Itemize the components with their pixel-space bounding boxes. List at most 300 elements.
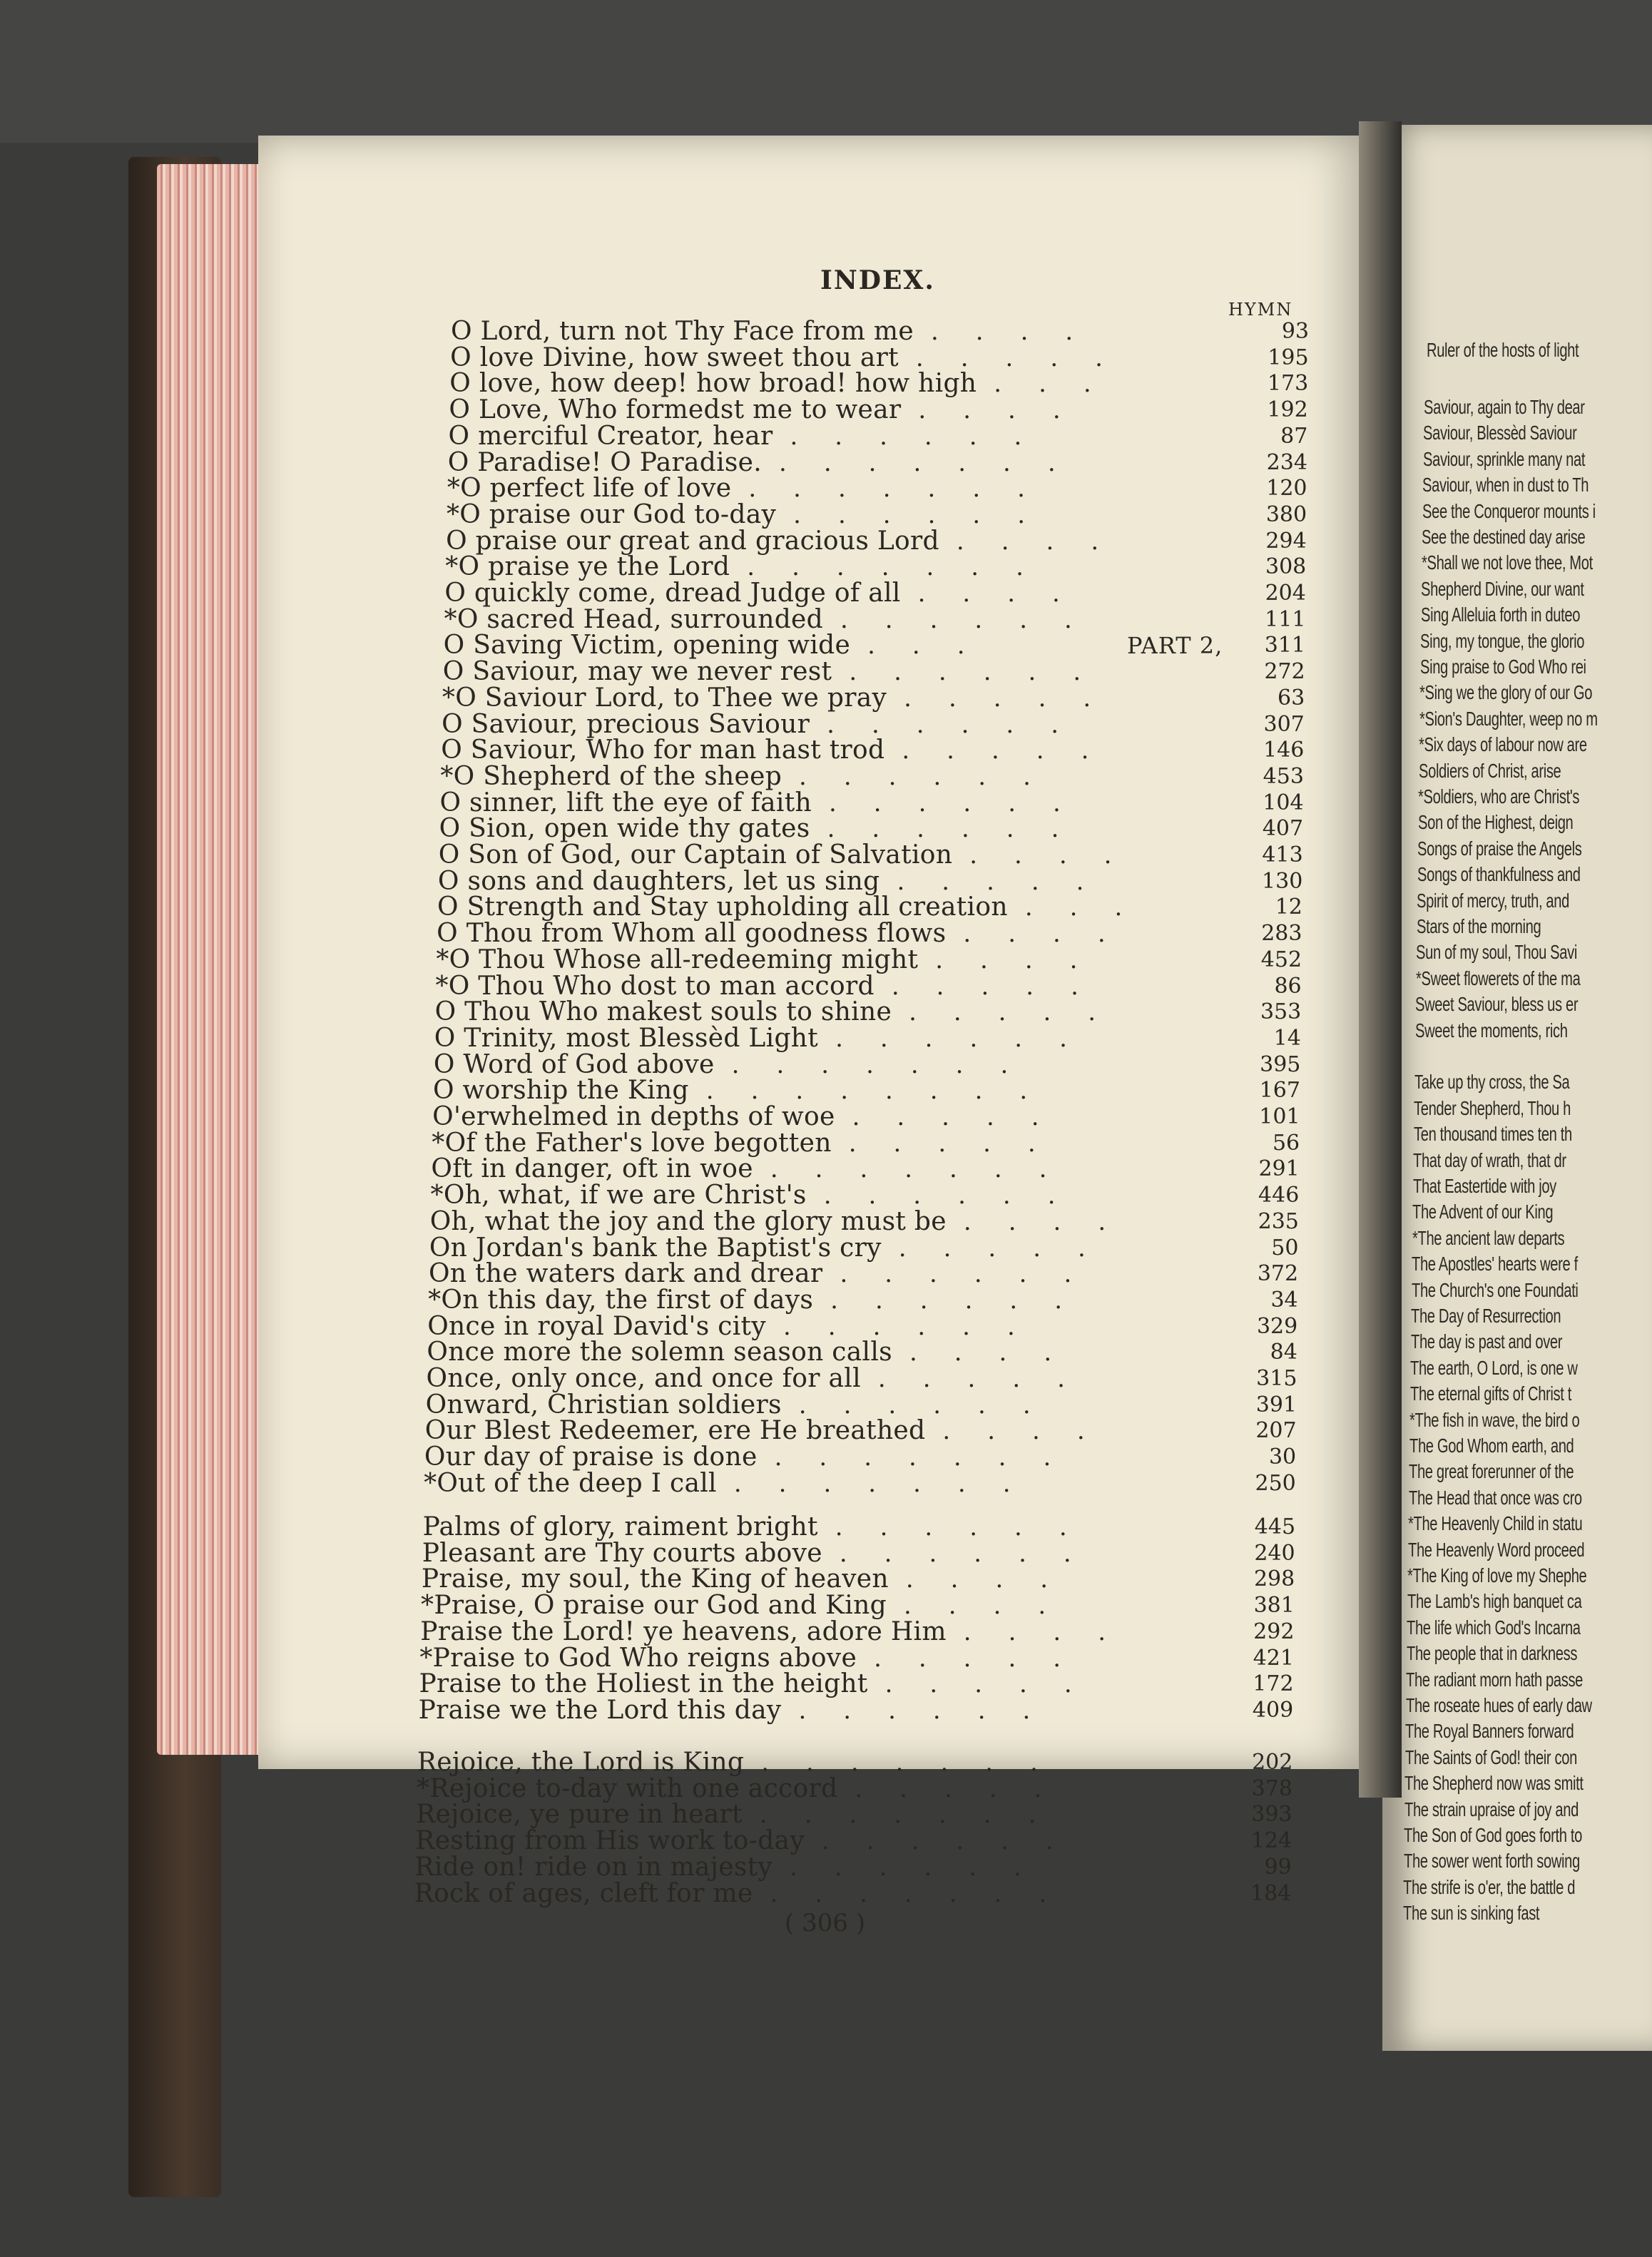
leader-dots: ...... xyxy=(798,1696,1068,1725)
hymn-title: O Love, Who formedst me to wear xyxy=(449,395,902,425)
leader-dots: ...... xyxy=(835,1513,1104,1542)
leader-dots: ...... xyxy=(829,788,1098,817)
hymn-number: 84 xyxy=(1270,1340,1297,1365)
index-entry xyxy=(417,1775,1472,1803)
leader-dots: ..... xyxy=(902,736,1126,765)
leader-dots: ..... xyxy=(915,343,1140,372)
hymn-number: 86 xyxy=(1274,973,1302,999)
index-entry xyxy=(449,397,1504,424)
hymn-number: 272 xyxy=(1264,659,1305,685)
facing-page-line: Soldiers of Christ, arise xyxy=(1418,759,1561,782)
facing-page-line: The Heavenly Word proceed xyxy=(1407,1538,1584,1561)
facing-page-line: Shepherd Divine, our want xyxy=(1421,577,1585,600)
hymn-number: 12 xyxy=(1275,895,1302,920)
index-entry xyxy=(420,1616,1476,1646)
index-entry xyxy=(422,1566,1477,1593)
hymn-number: 283 xyxy=(1261,921,1302,947)
hymn-title: Once in royal David's city xyxy=(427,1311,766,1341)
hymn-title: *O praise our God to-day xyxy=(446,499,777,529)
index-entry xyxy=(439,815,1495,842)
facing-page-line: *The fish in wave, the bird o xyxy=(1409,1408,1580,1431)
index-entry xyxy=(445,554,1501,581)
hymn-title: On the waters dark and drear xyxy=(428,1259,823,1289)
facing-page-line: The Son of God goes forth to xyxy=(1404,1824,1582,1846)
hymn-number: 298 xyxy=(1253,1566,1295,1592)
leader-dots: ....... xyxy=(731,1050,1046,1079)
facing-page-line: Spirit of mercy, truth, and xyxy=(1417,889,1570,912)
leader-dots: ... xyxy=(867,631,1002,661)
index-entry xyxy=(423,1514,1479,1541)
index-entry xyxy=(439,842,1494,869)
index-entry xyxy=(437,920,1492,947)
facing-page-line: The sower went forth sowing xyxy=(1403,1850,1580,1873)
leader-dots: .... xyxy=(903,1591,1084,1621)
hymn-number: 173 xyxy=(1267,371,1309,397)
index-entry xyxy=(442,711,1497,738)
hymn-title: *Out of the deep I call xyxy=(424,1468,717,1498)
facing-page-line: Sweet the moments, rich xyxy=(1414,1019,1568,1041)
facing-page-line: Songs of thankfulness and xyxy=(1417,863,1581,886)
index-entry xyxy=(429,1235,1485,1262)
hymn-title: *Oh, what, if we are Christ's xyxy=(430,1181,807,1211)
facing-page-line: The life which God's Incarna xyxy=(1407,1616,1581,1639)
facing-page-line: *Sion's Daughter, weep no m xyxy=(1419,707,1598,730)
facing-page-line: *The King of love my Shephe xyxy=(1407,1564,1587,1586)
facing-page-line: Saviour, sprinkle many nat xyxy=(1422,447,1586,470)
hymn-title: *O Thou Who dost to man accord xyxy=(435,971,875,1001)
hymn-number: 172 xyxy=(1253,1671,1294,1697)
hymn-title: Once more the solemn season calls xyxy=(427,1338,892,1367)
leader-dots: ...... xyxy=(782,1312,1052,1341)
index-entry xyxy=(414,1854,1470,1881)
hymn-number: 167 xyxy=(1259,1078,1300,1104)
page-title: INDEX. xyxy=(820,265,935,295)
leader-dots: ....... xyxy=(759,1800,1074,1830)
leader-dots: .... xyxy=(905,1565,1086,1594)
leader-dots: ..... xyxy=(891,972,1116,1001)
hymn-title: Praise, my soul, the King of heaven xyxy=(421,1564,889,1594)
hymn-title: O quickly come, dread Judge of all xyxy=(444,579,901,608)
facing-page-line: The Lamb's high banquet ca xyxy=(1407,1590,1582,1613)
hymn-title: Praise to the Holiest in the height xyxy=(419,1669,868,1699)
facing-page-line: The great forerunner of the xyxy=(1409,1460,1574,1483)
hymn-title: Resting from His work to-day xyxy=(415,1826,805,1856)
facing-page-line: That day of wrath, that dr xyxy=(1413,1148,1567,1171)
hymn-number: 130 xyxy=(1262,868,1303,894)
index-entry xyxy=(448,449,1504,477)
hymn-number: 393 xyxy=(1251,1802,1292,1828)
hymn-title: *O Shepherd of the sheep xyxy=(440,761,782,791)
index-entry xyxy=(444,606,1500,633)
hymn-number: 50 xyxy=(1271,1235,1299,1260)
hymn-title: O Saviour, precious Saviour xyxy=(442,709,810,739)
leader-dots: ....... xyxy=(779,448,1093,477)
leader-dots: ...... xyxy=(793,500,1063,529)
hymn-number: 315 xyxy=(1256,1366,1297,1391)
index-entry xyxy=(427,1313,1483,1340)
hymn-number: 453 xyxy=(1263,763,1304,789)
leader-dots: ...... xyxy=(840,1260,1109,1289)
leader-dots: ....... xyxy=(774,1443,1088,1472)
hymn-title: *O sacred Head, surrounded xyxy=(444,604,823,634)
index-entry xyxy=(419,1645,1475,1672)
leader-dots: ....... xyxy=(761,1748,1075,1777)
index-entry xyxy=(443,658,1499,686)
index-entry xyxy=(424,1444,1480,1471)
hymn-number: 192 xyxy=(1267,397,1308,423)
index-entry xyxy=(441,737,1497,764)
leader-dots: ....... xyxy=(770,1155,1084,1184)
hymn-number: 14 xyxy=(1273,1025,1301,1051)
facing-page-line: *Sing we the glory of our Go xyxy=(1419,681,1593,704)
hymn-title: O Paradise! O Paradise. xyxy=(447,447,763,477)
hymn-title: Rejoice, the Lord is King xyxy=(417,1748,745,1777)
hymn-title: Oh, what the joy and the glory must be xyxy=(429,1206,947,1236)
hymn-number: 120 xyxy=(1266,476,1307,501)
hymn-number: 30 xyxy=(1268,1445,1297,1470)
index-entry xyxy=(449,423,1504,450)
index-entry xyxy=(436,944,1492,974)
facing-page-line: The Apostles' hearts were f xyxy=(1412,1253,1579,1275)
leader-dots: .... xyxy=(918,396,1098,425)
facing-page-line: *The ancient law departs xyxy=(1412,1226,1564,1249)
facing-page-line: The Head that once was cro xyxy=(1408,1486,1582,1509)
hymn-title: Once, only once, and once for all xyxy=(426,1364,861,1393)
hymn-number: 250 xyxy=(1255,1470,1296,1496)
hymn-number: 195 xyxy=(1268,345,1309,370)
facing-page-heading: Ruler of the hosts of light xyxy=(1427,339,1579,361)
facing-page-line: The Shepherd now was smitt xyxy=(1404,1772,1584,1795)
leader-dots: ..... xyxy=(877,1365,1102,1393)
leader-dots: ..... xyxy=(884,1670,1109,1699)
facing-page-line: The Royal Banners forward xyxy=(1405,1720,1574,1743)
facing-page-line: Sing, my tongue, the glorio xyxy=(1420,629,1585,652)
index-entry xyxy=(435,973,1491,1000)
hymn-title: O love, how deep! how broad! how high xyxy=(449,369,977,399)
leader-dots: ....... xyxy=(770,1879,1084,1908)
hymn-title: Our day of praise is done xyxy=(424,1442,758,1472)
leader-dots: ....... xyxy=(748,474,1062,504)
facing-page-line: The strife is o'er, the battle d xyxy=(1403,1875,1576,1898)
hymn-number: 184 xyxy=(1250,1880,1292,1906)
hymn-title: O Saviour, Who for man hast trod xyxy=(441,735,885,765)
index-entry xyxy=(419,1697,1474,1724)
leader-dots: ....... xyxy=(733,1469,1048,1498)
hymn-number: 234 xyxy=(1266,449,1307,475)
index-entry xyxy=(433,1077,1489,1104)
leader-dots: ...... xyxy=(823,1181,1093,1211)
leader-dots: ....... xyxy=(747,553,1061,582)
hymn-title: O Strength and Stay upholding all creation xyxy=(437,892,1008,922)
leader-dots: ..... xyxy=(848,1128,1073,1158)
hymn-title: Palms of glory, raiment bright xyxy=(422,1512,818,1542)
facing-page-line: Sing Alleluia forth in duteo xyxy=(1420,603,1580,626)
hymn-title: O praise our great and gracious Lord xyxy=(446,526,939,556)
hymn-title: *O Saviour Lord, to Thee we pray xyxy=(442,683,887,713)
index-entry xyxy=(421,1592,1477,1619)
facing-page-line: *Six days of labour now are xyxy=(1419,733,1588,756)
leader-dots: ..... xyxy=(904,683,1128,713)
hymn-title: O merciful Creator, hear xyxy=(448,421,773,451)
index-entry xyxy=(450,342,1506,372)
index-entry xyxy=(439,790,1495,817)
hymn-number: 101 xyxy=(1259,1104,1300,1129)
facing-page-line: Ten thousand times ten th xyxy=(1413,1123,1572,1146)
leader-dots: .... xyxy=(956,526,1136,556)
hymn-number: 63 xyxy=(1278,685,1305,710)
hymn-title: *Rejoice to-day with one accord xyxy=(417,1773,838,1803)
index-entry xyxy=(426,1392,1482,1419)
facing-page-line: Saviour, again to Thy dear xyxy=(1424,396,1585,418)
hymn-title: O sinner, lift the eye of faith xyxy=(439,788,812,817)
facing-page-line: Sing praise to God Who rei xyxy=(1419,656,1586,678)
hymn-number: 204 xyxy=(1265,581,1306,606)
hymn-number: 391 xyxy=(1255,1392,1297,1417)
index-entry xyxy=(440,763,1496,790)
hymn-number: 308 xyxy=(1265,554,1307,580)
hymn-number: 421 xyxy=(1253,1645,1294,1671)
leader-dots: .... xyxy=(930,317,1111,346)
leader-dots: ...... xyxy=(790,1853,1059,1882)
hymn-number: 235 xyxy=(1258,1208,1299,1234)
leader-dots: .... xyxy=(935,945,1115,974)
hymn-title: Praise we the Lord this day xyxy=(418,1695,782,1725)
index-entry xyxy=(431,1182,1487,1209)
facing-page-line: The eternal gifts of Christ t xyxy=(1409,1382,1571,1405)
hymn-title: Rock of ages, cleft for me xyxy=(414,1878,753,1908)
leader-dots: ...... xyxy=(790,422,1059,451)
index-entry xyxy=(447,501,1502,529)
hymn-number: 56 xyxy=(1272,1130,1300,1156)
facing-page-line: The Saints of God! their con xyxy=(1404,1746,1577,1768)
hymn-title: O Son of God, our Captain of Salvation xyxy=(438,840,953,870)
leader-dots: ... xyxy=(1024,893,1160,922)
hymn-number: 240 xyxy=(1254,1540,1295,1566)
hymn-title: O Word of God above xyxy=(433,1049,715,1079)
hymn-number: 407 xyxy=(1262,816,1304,842)
leader-dots: ...... xyxy=(827,815,1096,844)
index-entry xyxy=(435,999,1491,1026)
leader-dots: ...... xyxy=(830,1285,1100,1315)
leader-dots: ...... xyxy=(827,710,1096,739)
facing-page-line: See the Conqueror mounts i xyxy=(1422,499,1596,522)
index-entry xyxy=(428,1287,1484,1314)
facing-page-line: See the destined day arise xyxy=(1422,526,1586,548)
hymn-number: 111 xyxy=(1265,606,1306,632)
hymn-number: 87 xyxy=(1280,423,1308,449)
leader-dots: .... xyxy=(969,841,1149,870)
hymn-number: 353 xyxy=(1260,999,1302,1025)
leader-dots: ...... xyxy=(840,605,1109,634)
leader-dots: .... xyxy=(963,1207,1143,1236)
hymn-number: 380 xyxy=(1265,501,1307,527)
hymn-title: O'erwhelmed in depths of woe xyxy=(432,1102,835,1131)
page-number: ( 306 ) xyxy=(785,1909,866,1937)
leader-dots: ........ xyxy=(705,1076,1065,1106)
facing-page-line: Sweet Saviour, bless us er xyxy=(1415,993,1579,1016)
leader-dots: .... xyxy=(942,1417,1122,1446)
hymn-number: 99 xyxy=(1264,1854,1292,1880)
hymn-title: On Jordan's bank the Baptist's cry xyxy=(429,1233,882,1263)
hymn-title: *Praise, O praise our God and King xyxy=(421,1591,887,1621)
facing-page-line: *Soldiers, who are Christ's xyxy=(1418,785,1580,807)
hymn-number: 207 xyxy=(1255,1418,1297,1444)
hymn-title: O Saviour, may we never rest xyxy=(442,657,832,687)
hymn-number: 291 xyxy=(1258,1156,1300,1182)
leader-dots: ...... xyxy=(849,658,1118,687)
index-entry xyxy=(431,1156,1487,1183)
index-entry xyxy=(427,1339,1482,1366)
hymn-title: O worship the King xyxy=(433,1076,689,1106)
facing-page-line: The earth, O Lord, is one w xyxy=(1410,1356,1578,1379)
leader-dots: ...... xyxy=(799,762,1068,791)
leader-dots: .... xyxy=(917,579,1097,608)
facing-page-line: The people that in darkness xyxy=(1406,1642,1577,1665)
hymn-number: 307 xyxy=(1263,711,1305,737)
hymn-number: 124 xyxy=(1250,1828,1292,1854)
index-entry xyxy=(444,580,1500,607)
facing-page-line: Take up thy cross, the Sa xyxy=(1414,1071,1570,1094)
hymn-title: Pleasant are Thy courts above xyxy=(422,1538,822,1568)
facing-page-line: The God Whom earth, and xyxy=(1409,1435,1574,1457)
hymn-number: 413 xyxy=(1262,842,1303,867)
hymn-title: O love Divine, how sweet thou art xyxy=(450,342,899,372)
leader-dots: .... xyxy=(963,919,1143,949)
index-entry xyxy=(451,318,1506,345)
hymn-number: 104 xyxy=(1263,790,1304,815)
index-entry xyxy=(422,1540,1478,1567)
facing-page-line: Saviour, Blessèd Saviour xyxy=(1423,422,1577,444)
facing-page-line: Songs of praise the Angels xyxy=(1417,837,1582,860)
facing-page-line: *Sweet flowerets of the ma xyxy=(1415,967,1581,989)
leader-dots: ..... xyxy=(852,1103,1076,1131)
facing-page-line: The sun is sinking fast xyxy=(1402,1902,1539,1925)
hymn-number: 452 xyxy=(1260,947,1302,972)
facing-page-line: The day is past and over xyxy=(1410,1330,1562,1353)
index-entry xyxy=(430,1208,1486,1236)
index-entry xyxy=(444,632,1499,659)
hymn-number: 445 xyxy=(1254,1514,1296,1539)
hymn-number: 34 xyxy=(1270,1287,1298,1313)
index-entry xyxy=(427,1365,1482,1392)
facing-page-line: *The Heavenly Child in statu xyxy=(1408,1512,1583,1535)
part-label: PART 2, xyxy=(1127,632,1223,660)
leader-dots: .... xyxy=(909,1338,1089,1367)
facing-page-line: The roseate hues of early daw xyxy=(1405,1694,1592,1716)
facing-page-line: The Advent of our King xyxy=(1412,1201,1554,1223)
index-entry xyxy=(447,475,1503,502)
hymn-number: 93 xyxy=(1281,319,1309,344)
index-entry xyxy=(414,1880,1470,1907)
hymn-number: 311 xyxy=(1264,633,1306,658)
hymn-title: Onward, Christian soldiers xyxy=(425,1390,782,1420)
index-entry xyxy=(416,1801,1472,1828)
hymn-number: 381 xyxy=(1253,1593,1295,1619)
hymn-title: Oft in danger, oft in woe xyxy=(431,1154,753,1184)
facing-page-line: The Day of Resurrection xyxy=(1411,1305,1561,1327)
leader-dots: ..... xyxy=(874,1644,1098,1673)
hymn-title: Ride on! ride on in majesty xyxy=(414,1852,773,1882)
index-entry xyxy=(419,1671,1474,1698)
hymn-number: 378 xyxy=(1251,1775,1292,1801)
facing-page-line: Saviour, when in dust to Th xyxy=(1422,474,1589,496)
hymn-number: 294 xyxy=(1265,528,1307,554)
hymn-column-header: HYMN xyxy=(1228,300,1293,320)
hymn-title: *O perfect life of love xyxy=(447,474,732,504)
hymn-number: 372 xyxy=(1257,1261,1299,1287)
facing-page-line: The Church's one Foundati xyxy=(1411,1278,1579,1301)
hymn-title: *O praise ye the Lord xyxy=(445,552,730,582)
leader-dots: ...... xyxy=(839,1539,1108,1568)
leader-dots: .... xyxy=(963,1617,1143,1646)
hymn-number: 202 xyxy=(1252,1750,1293,1775)
facing-page-line: The strain upraise of joy and xyxy=(1404,1798,1579,1820)
hymn-number: 409 xyxy=(1252,1697,1294,1723)
hymn-title: *Of the Father's love begotten xyxy=(432,1128,832,1158)
leader-dots: ..... xyxy=(909,998,1133,1027)
leader-dots: ...... xyxy=(821,1827,1091,1856)
index-entry xyxy=(417,1749,1473,1776)
hymn-title: Our Blest Redeemer, ere He breathed xyxy=(424,1416,926,1446)
hymn-title: *O Thou Whose all-redeeming might xyxy=(436,944,919,974)
index-entry xyxy=(449,370,1505,397)
hymn-number: 146 xyxy=(1263,738,1305,763)
leader-dots: ... xyxy=(994,370,1128,399)
hymn-title: O Sion, open wide thy gates xyxy=(439,814,810,844)
hymn-number: 395 xyxy=(1260,1051,1301,1077)
index-entry xyxy=(434,1025,1490,1052)
leader-dots: ...... xyxy=(835,1024,1104,1053)
hymn-title: O Trinity, most Blessèd Light xyxy=(434,1023,819,1053)
facing-page-line: Tender Shepherd, Thou h xyxy=(1414,1096,1571,1119)
facing-page-line: Sun of my soul, Thou Savi xyxy=(1416,941,1578,964)
leader-dots: ..... xyxy=(897,867,1121,896)
background-top xyxy=(0,0,1652,143)
hymn-title: O Saving Victim, opening wide xyxy=(443,631,851,661)
index-entry xyxy=(429,1260,1484,1288)
facing-page-line: That Eastertide with joy xyxy=(1412,1175,1556,1197)
index-entry xyxy=(434,1051,1489,1079)
hymn-title: O sons and daughters, let us sing xyxy=(437,866,880,896)
leader-dots: ..... xyxy=(898,1233,1123,1263)
index-entry xyxy=(438,868,1494,895)
hymn-title: Praise the Lord! ye heavens, adore Him xyxy=(420,1616,947,1646)
index-entry xyxy=(424,1470,1479,1497)
index-entry xyxy=(432,1104,1488,1131)
hymn-number: 446 xyxy=(1258,1183,1300,1208)
index-entry xyxy=(425,1417,1481,1445)
hymn-title: O Thou from Whom all goodness flows xyxy=(437,919,947,949)
index-entry xyxy=(432,1130,1487,1157)
leader-dots: ..... xyxy=(855,1774,1079,1803)
hymn-number: 329 xyxy=(1256,1313,1298,1339)
index-entry xyxy=(437,894,1493,921)
hymn-title: O Thou Who makest souls to shine xyxy=(434,997,892,1027)
hymn-title: Rejoice, ye pure in heart xyxy=(416,1800,743,1830)
index-entry xyxy=(446,528,1501,555)
facing-page-line: *Shall we not love thee, Mot xyxy=(1421,551,1593,574)
index-entry xyxy=(442,685,1498,712)
facing-page-line: The radiant morn hath passe xyxy=(1406,1668,1584,1691)
facing-page-line: Son of the Highest, deign xyxy=(1417,811,1574,834)
hymn-number: 292 xyxy=(1253,1619,1295,1644)
facing-page-line: Stars of the morning xyxy=(1416,915,1541,937)
hymn-title: *On this day, the first of days xyxy=(428,1285,814,1315)
leader-dots: ...... xyxy=(798,1390,1068,1420)
index-entry xyxy=(415,1828,1471,1855)
hymn-title: *Praise to God Who reigns above xyxy=(419,1643,857,1673)
hymn-title: O Lord, turn not Thy Face from me xyxy=(451,317,914,346)
